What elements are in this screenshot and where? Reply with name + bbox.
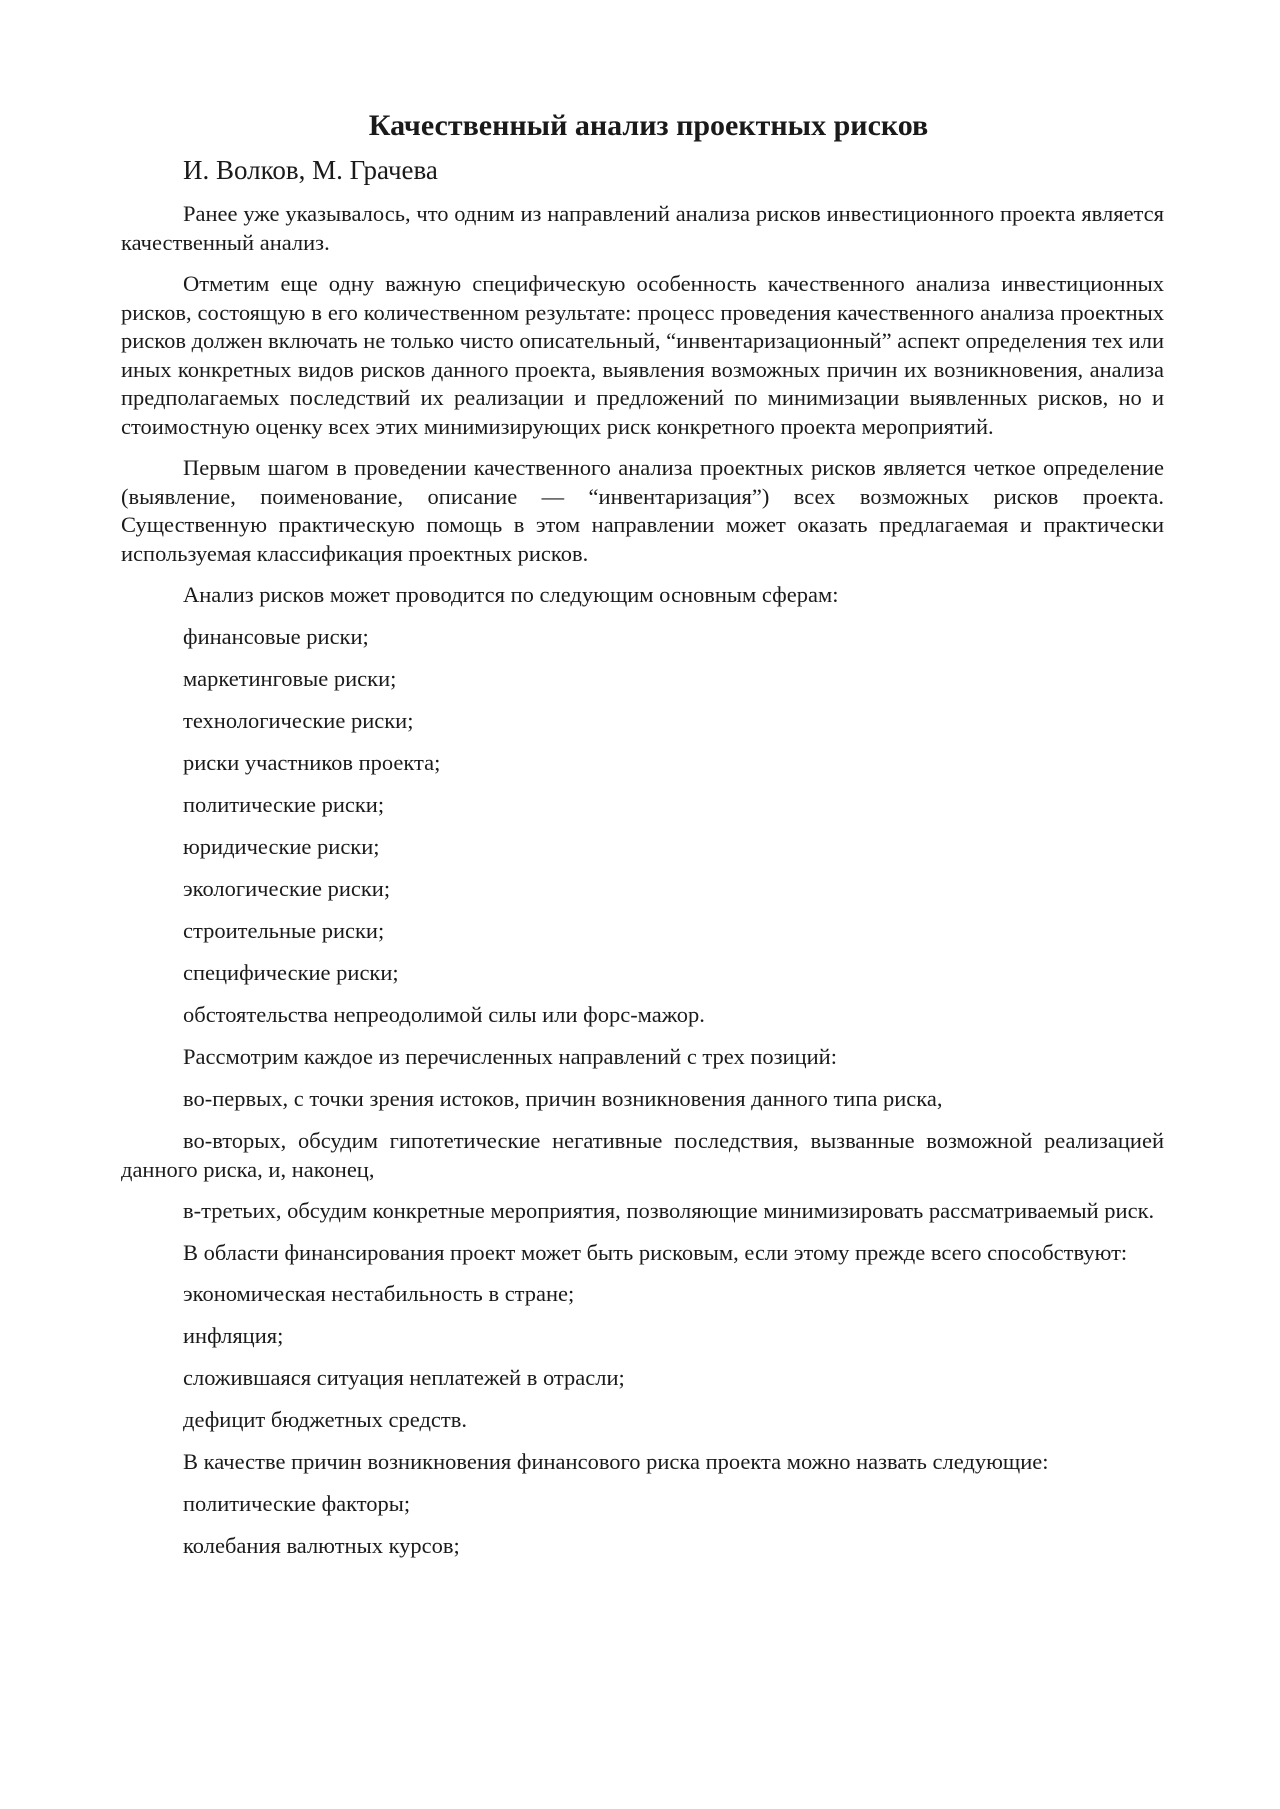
- list-item: риски участников проекта;: [183, 750, 441, 775]
- paragraph: в-третьих, обсудим конкретные мероприятия, позволяющие минимизировать рассматриваемый риск.: [183, 1198, 1155, 1223]
- list-item: дефицит бюджетных средств.: [183, 1407, 467, 1432]
- list-item: колебания валютных курсов;: [183, 1532, 460, 1558]
- list-item: политические риски;: [183, 792, 385, 817]
- list-item: юридические риски;: [183, 834, 380, 859]
- list-intro: Анализ рисков может проводится по следующим основным сферам:: [183, 582, 839, 607]
- paragraph: Ранее уже указывалось, что одним из направлений анализа рисков инвестиционного проекта является качественный анализ.: [121, 201, 1164, 255]
- list-item: экологические риски;: [183, 876, 391, 901]
- list-item: специфические риски;: [183, 960, 399, 985]
- paragraph: Первым шагом в проведении качественного анализа проектных рисков является четкое определение (выявление, поименование, описание — “инвентаризация”) всех возможных рисков проекта. Существенную практическую помощь в этом направлении может оказать предлагаемая и практически используемая классификация проектных рисков.: [121, 455, 1164, 566]
- document-page: [121, 108, 1164, 1574]
- document-title: Качественный анализ проектных рисков: [368, 109, 929, 142]
- list-item: строительные риски;: [183, 918, 385, 943]
- list-item: сложившаяся ситуация неплатежей в отрасли;: [183, 1365, 625, 1390]
- paragraph: В области финансирования проект может быть рисковым, если этому прежде всего способствуют:: [183, 1239, 1128, 1265]
- list-item: маркетинговые риски;: [183, 666, 397, 691]
- list-item: экономическая нестабильность в стране;: [183, 1281, 575, 1306]
- document-authors: И. Волков, М. Грачева: [183, 155, 438, 185]
- paragraph: В качестве причин возникновения финансового риска проекта можно назвать следующие:: [183, 1449, 1049, 1474]
- list-item: финансовые риски;: [183, 624, 369, 649]
- paragraph: Отметим еще одну важную специфическую особенность качественного анализа инвестиционных рисков, состоящую в его количественном результате: процесс проведения качественного анализа проектных рисков должен включать не только чисто описательный, “инвентаризационный” аспект определения тех или иных конкретных видов рисков данного проекта, выявления возможных причин их возникновения, анализа предполагаемых последствий их реализации и предложений по минимизации выявленных рисков, но и стоимостную оценку всех этих минимизирующих риск конкретного проекта мероприятий.: [121, 271, 1164, 439]
- list-item: технологические риски;: [183, 708, 414, 733]
- list-item: политические факторы;: [183, 1490, 411, 1516]
- list-item: во-первых, с точки зрения истоков, причин возникновения данного типа риска,: [183, 1086, 943, 1111]
- paragraph: во-вторых, обсудим гипотетические негативные последствия, вызванные возможной реализацией данного риска, и, наконец,: [121, 1128, 1164, 1182]
- list-item: обстоятельства непреодолимой силы или форс-мажор.: [183, 1002, 705, 1027]
- list-intro: Рассмотрим каждое из перечисленных направлений с трех позиций:: [183, 1044, 837, 1069]
- list-item: инфляция;: [183, 1323, 284, 1348]
